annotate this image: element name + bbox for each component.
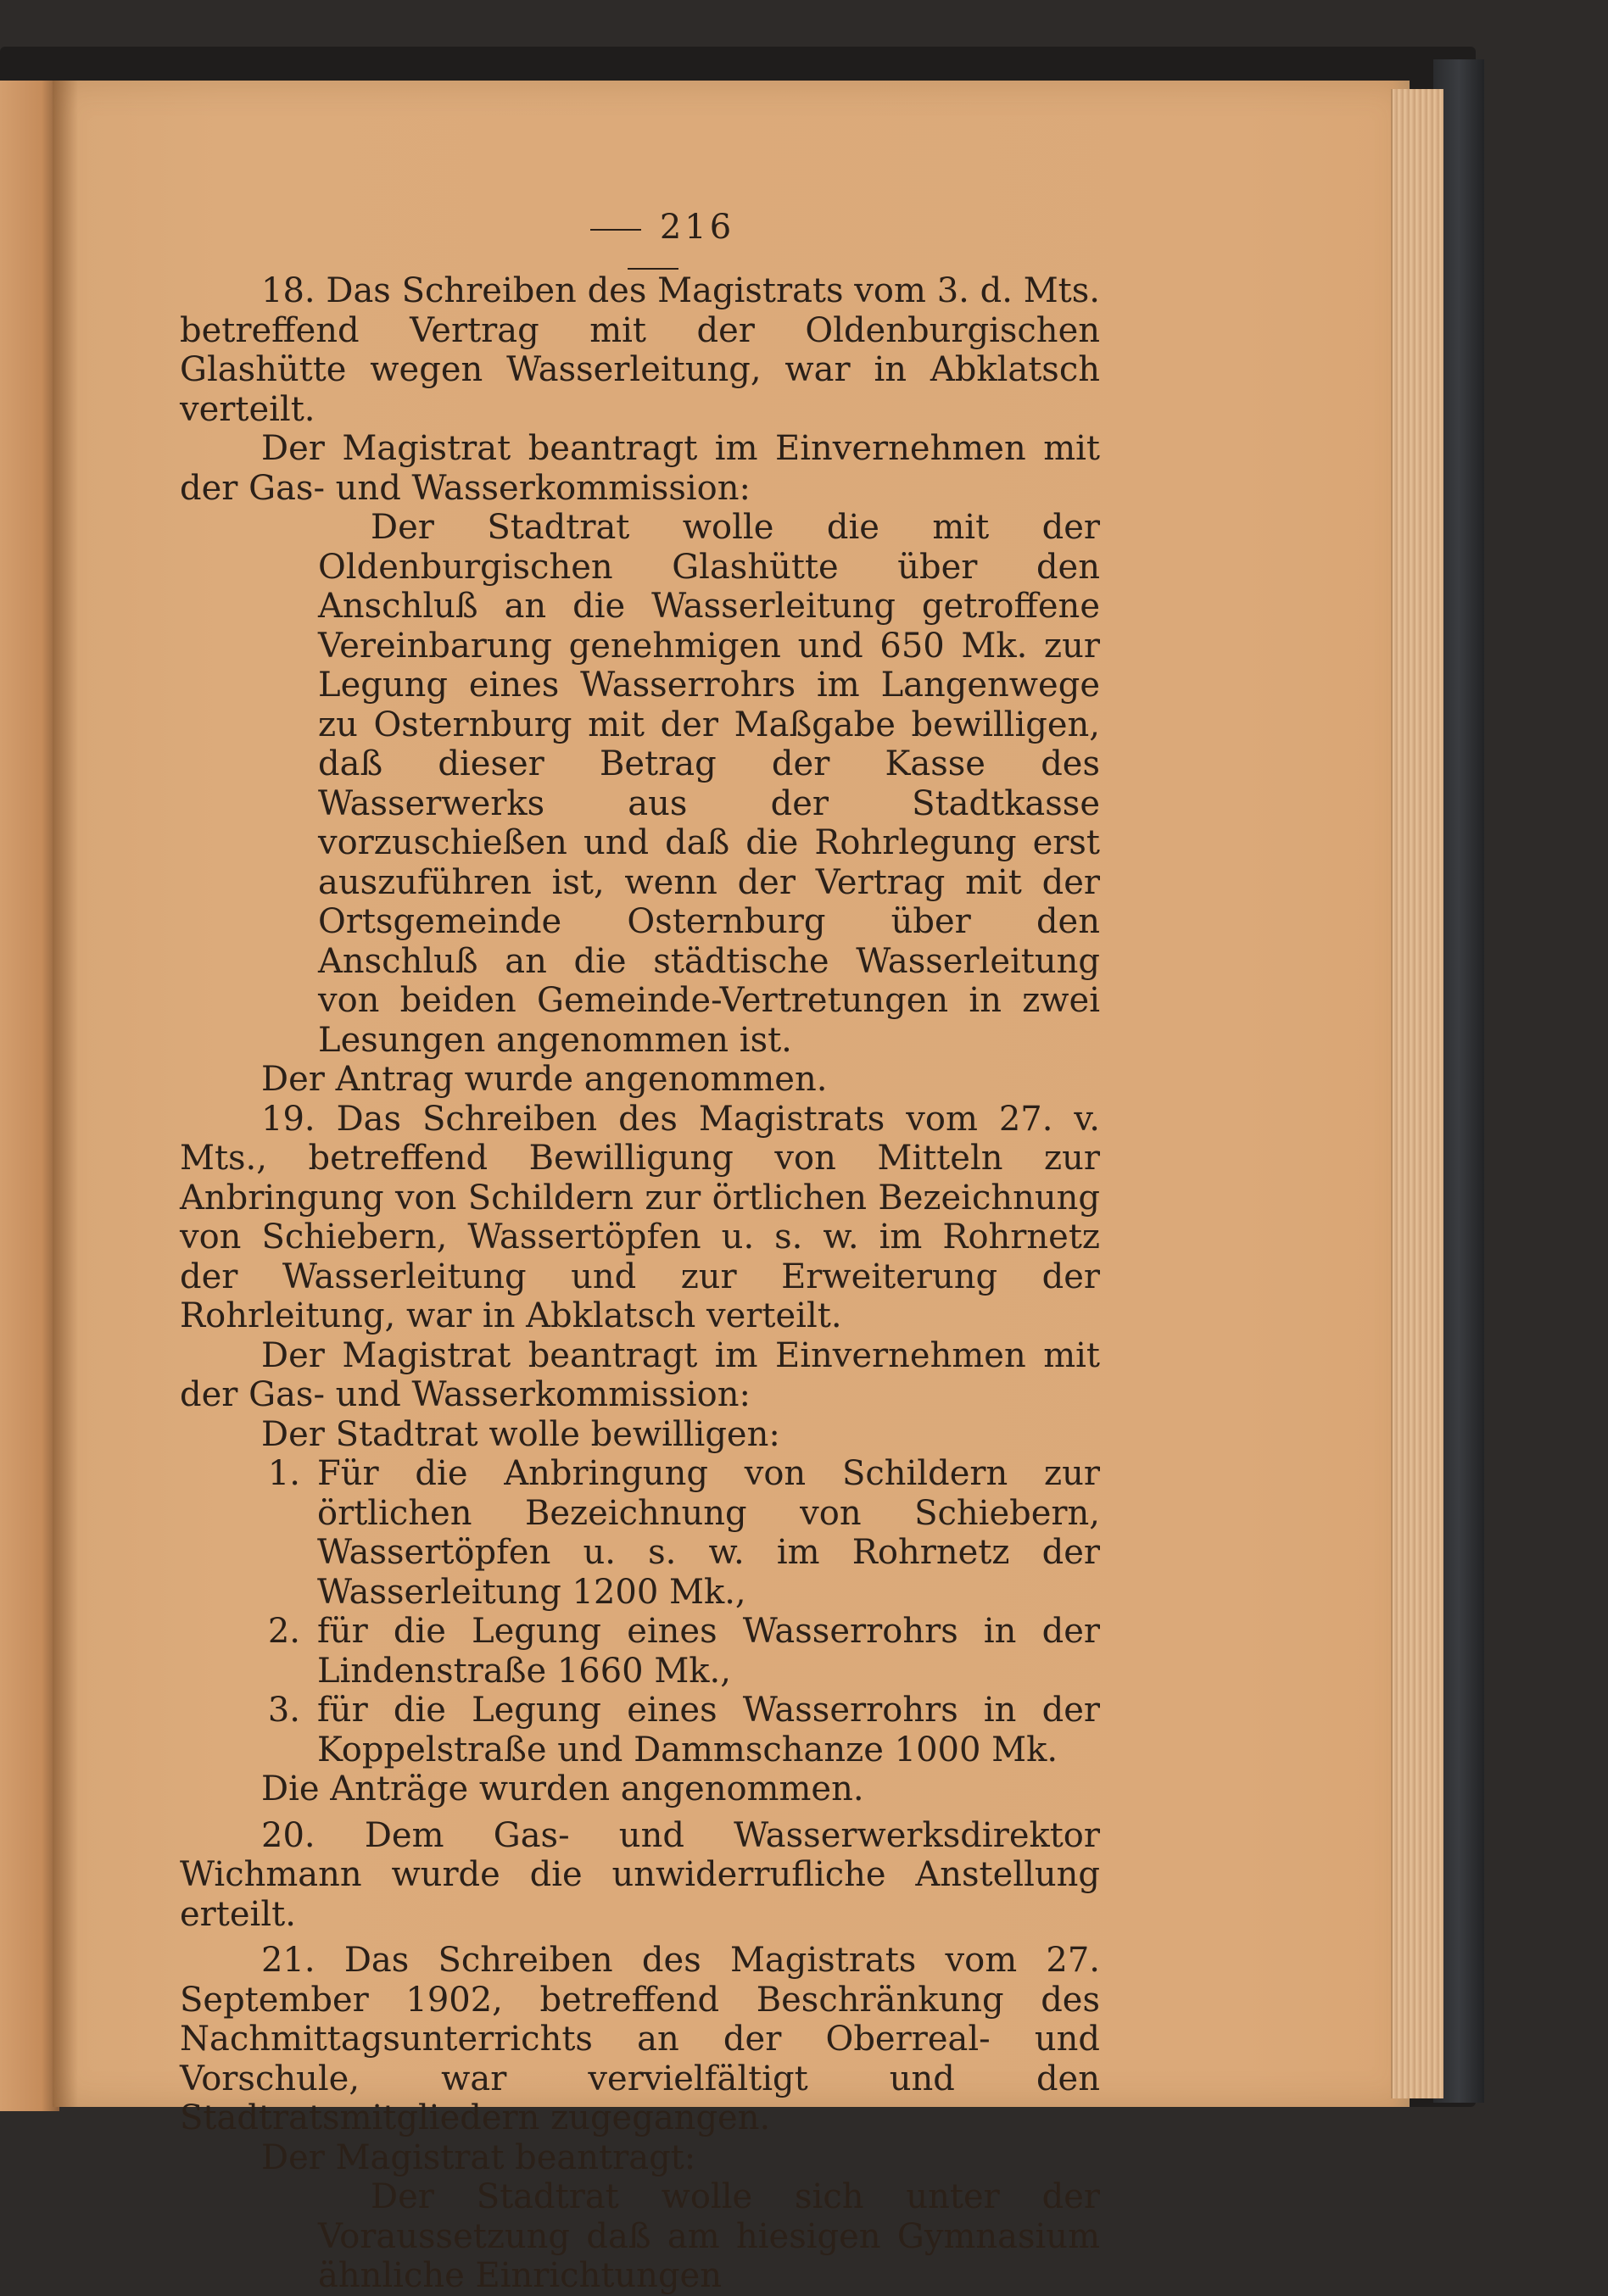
section-19-item — [180, 1691, 1100, 1769]
item-text: Für die Anbringung von Schildern zur örtlichen Bezeichnung von Schiebern, Wassertöpfen u. s. w. im Rohrnetz der Wasserleitung 1200 Mk., — [317, 1454, 1100, 1612]
section-19-item — [180, 1454, 1100, 1612]
section-18-result: Der Antrag wurde angenommen. — [261, 1060, 828, 1099]
section-18-motion: Der Magistrat beantragt im Einvernehmen mit der Gas- und Wasserkommission: — [180, 429, 1100, 508]
section-20-text: 20. Dem Gas- und Wasserwerksdirektor Wichmann wurde die unwiderrufliche Anstellung erteilt. — [180, 1815, 1100, 1934]
section-18-resolution: Der Stadtrat wolle die mit der Oldenburgischen Glashütte über den Anschluß an die Wasserleitung getroffene Vereinbarung genehmigen und 650 Mk. zur Legung eines Wasserrohrs im Langenwege zu Osternburg mit der Maßgabe bewilligen, daß dieser Betrag der Kasse des Wasserwerks aus der Stadtkasse vorzuschießen und daß die Rohrlegung erst auszuführen ist, wenn der Vertrag mit der Ortsgemeinde Osternburg über den Anschluß an die städtische Wasserleitung von beiden Gemeinde-Vertretungen in zwei Lesungen angenommen ist. — [318, 508, 1100, 1060]
section-19-resolution-intro: Der Stadtrat wolle bewilligen: — [261, 1414, 780, 1454]
page-body — [180, 195, 1100, 2296]
item-number: 1. — [267, 1454, 300, 1493]
item-text: für die Legung eines Wasserrohrs in der Lindenstraße 1660 Mk., — [317, 1612, 1100, 1691]
previous-page-edge — [0, 81, 59, 2111]
item-text: für die Legung eines Wasserrohrs in der Koppelstraße und Dammschanze 1000 Mk. — [317, 1691, 1100, 1769]
section-19-motion: Der Magistrat beantragt im Einvernehmen mit der Gas- und Wasserkommission: — [180, 1335, 1100, 1414]
item-number: 3. — [267, 1691, 300, 1730]
section-21-resolution: Der Stadtrat wolle sich unter der Voraussetzung daß am hiesigen Gymnasium ähnliche Einrichtungen — [318, 2177, 1100, 2295]
page-stack-edges — [1391, 89, 1443, 2098]
section-19-result: Die Anträge wurden angenommen. — [261, 1769, 864, 1808]
section-19-item — [180, 1612, 1100, 1691]
section-19-intro: 19. Das Schreiben des Magistrats vom 27. v. Mts., betreffend Bewilligung von Mitteln zur Anbringung von Schildern zur örtlichen Bezeichnung von Schiebern, Wassertöpfen u. s. w. im Rohrnetz der Wasserleitung und zur Erweiterung der Rohrleitung, war in Abklatsch verteilt. — [180, 1099, 1100, 1335]
item-number: 2. — [267, 1612, 300, 1651]
section-21-intro: 21. Das Schreiben des Magistrats vom 27. September 1902, betreffend Beschränkung des Nachmittagsunterrichts an der Oberreal- und Vorschule, war vervielfältigt und den Stadtratsmitgliedern zugegangen. — [180, 1941, 1100, 2137]
page-number-value: 216 — [659, 208, 735, 247]
section-21-motion: Der Magistrat beantragt: — [261, 2137, 696, 2177]
section-18-intro: 18. Das Schreiben des Magistrats vom 3. d. Mts. betreffend Vertrag mit der Oldenburgischen Glashütte wegen Wasserleitung, war in Abklatsch verteilt. — [180, 271, 1100, 429]
